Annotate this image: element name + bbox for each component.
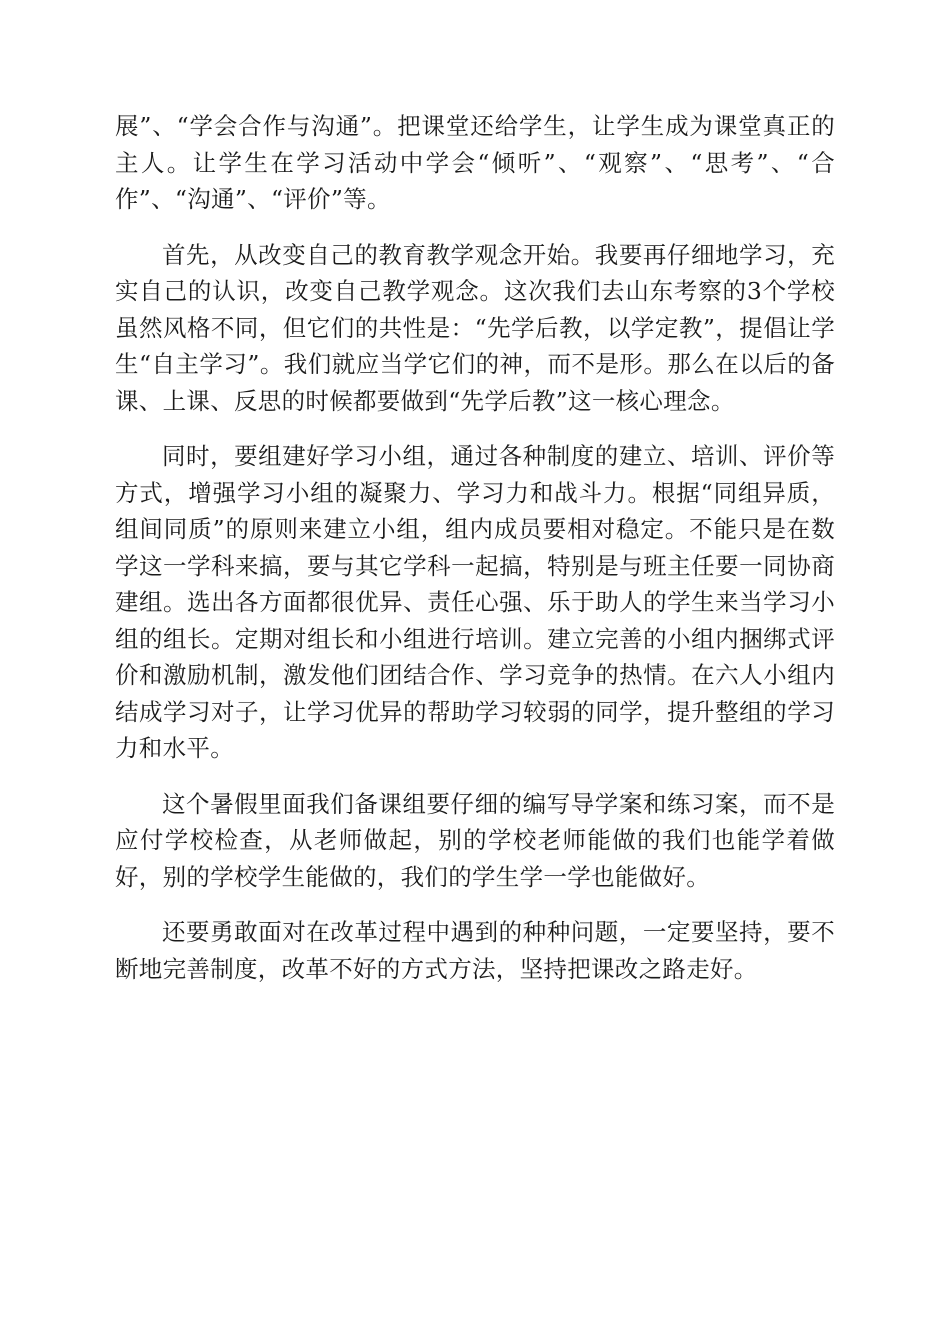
document-body [115,108,835,1006]
paragraph-summer-preparation: 这个暑假里面我们备课组要仔细的编写导学案和练习案，而不是应付学校检查，从老师做起，别的学校老师能做的我们也能学着做好，别的学校学生能做的，我们的学生学一学也能做好。 [115,789,835,891]
paragraph-teaching-concept: 首先，从改变自己的教育教学观念开始。我要再仔细地学习，充实自己的认识，改变自己教学观念。这次我们去山东考察的3个学校虽然风格不同，但它们的共性是：“先学后教，以学定教”，提倡让学生“自主学习”。我们就应当学它们的神，而不是形。那么在以后的备课、上课、反思的时候都要做到“先学后教”这一核心理念。 [115,240,835,415]
paragraph-study-groups: 同时，要组建好学习小组，通过各种制度的建立、培训、评价等方式，增强学习小组的凝聚力、学习力和战斗力。根据“同组异质，组间同质”的原则来建立小组，组内成员要相对稳定。不能只是在数学这一学科来搞，要与其它学科一起搞，特别是与班主任要一同协商建组。选出各方面都很优异、责任心强、乐于助人的学生来当学习小组的组长。定期对组长和小组进行培训。建立完善的小组内捆绑式评价和激励机制，激发他们团结合作、学习竞争的热情。在六人小组内结成学习对子，让学习优异的帮助学习较弱的同学，提升整组的学习力和水平。 [115,442,835,762]
paragraph-face-problems: 还要勇敢面对在改革过程中遇到的种种问题，一定要坚持，要不断地完善制度，改革不好的方式方法，坚持把课改之路走好。 [115,918,835,983]
paragraph-continuation: 展”、“学会合作与沟通”。把课堂还给学生，让学生成为课堂真正的主人。让学生在学习活动中学会“倾听”、“观察”、“思考”、“合作”、“沟通”、“评价”等。 [115,112,835,213]
